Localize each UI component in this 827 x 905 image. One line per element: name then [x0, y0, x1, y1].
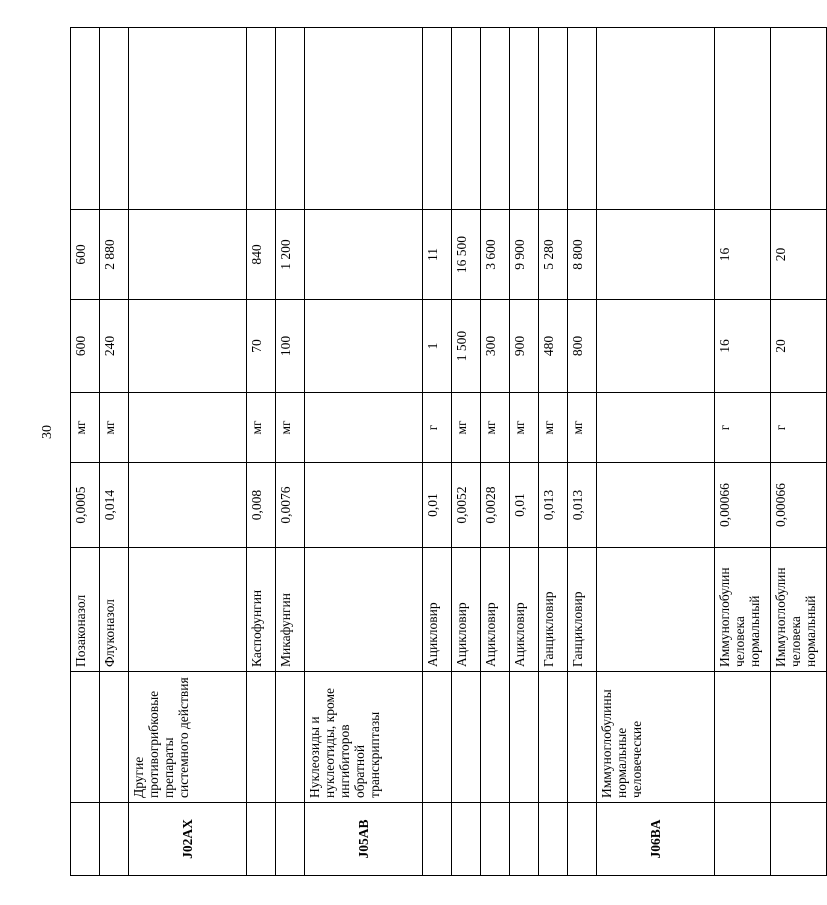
- code-cell: [100, 803, 129, 876]
- code-cell: [71, 803, 100, 876]
- group-cell: [452, 672, 481, 803]
- group-cell: [771, 672, 827, 803]
- total-cell: 840: [247, 210, 276, 300]
- drug-name-cell: Ацикловир: [452, 548, 481, 672]
- unit-cell: мг: [481, 393, 510, 463]
- empty-cell: [129, 28, 247, 210]
- empty-cell: [100, 28, 129, 210]
- code-cell: [568, 803, 597, 876]
- unit-cell: [129, 393, 247, 463]
- empty-cell: [715, 28, 771, 210]
- empty-cell: [510, 28, 539, 210]
- empty-cell: [276, 28, 305, 210]
- group-cell: [539, 672, 568, 803]
- code-cell: [276, 803, 305, 876]
- ddd-cell: [305, 300, 423, 393]
- drug-name-cell: Микафунгин: [276, 548, 305, 672]
- table-row: [305, 28, 423, 876]
- group-cell: [715, 672, 771, 803]
- total-cell: 16: [715, 210, 771, 300]
- empty-cell: [71, 28, 100, 210]
- total-cell: 2 880: [100, 210, 129, 300]
- code-cell: [510, 803, 539, 876]
- group-cell: [481, 672, 510, 803]
- ddd-cell: 600: [71, 300, 100, 393]
- table-row: [129, 28, 247, 876]
- rotated-table-container: [70, 28, 818, 876]
- code-cell: [481, 803, 510, 876]
- drug-name-cell: [305, 548, 423, 672]
- unit-cell: мг: [247, 393, 276, 463]
- ddd-cell: 300: [481, 300, 510, 393]
- drug-name-cell: Каспофунгин: [247, 548, 276, 672]
- table-row: [423, 28, 452, 876]
- code-cell: [452, 803, 481, 876]
- empty-cell: [481, 28, 510, 210]
- total-cell: 9 900: [510, 210, 539, 300]
- code-cell: J05AB: [305, 803, 423, 876]
- group-cell: [276, 672, 305, 803]
- unit-cell: мг: [276, 393, 305, 463]
- table-row: [276, 28, 305, 876]
- ddd-cell: 70: [247, 300, 276, 393]
- table-row: [71, 28, 100, 876]
- coefficient-cell: 0,0076: [276, 463, 305, 548]
- empty-cell: [539, 28, 568, 210]
- total-cell: [597, 210, 715, 300]
- empty-cell: [568, 28, 597, 210]
- empty-cell: [305, 28, 423, 210]
- group-cell: [71, 672, 100, 803]
- coefficient-cell: [129, 463, 247, 548]
- total-cell: 20: [771, 210, 827, 300]
- total-cell: 600: [71, 210, 100, 300]
- empty-cell: [771, 28, 827, 210]
- total-cell: 3 600: [481, 210, 510, 300]
- table-row: [597, 28, 715, 876]
- table-row: [100, 28, 129, 876]
- unit-cell: мг: [510, 393, 539, 463]
- code-cell: [771, 803, 827, 876]
- unit-cell: [597, 393, 715, 463]
- ddd-cell: 1: [423, 300, 452, 393]
- coefficient-cell: 0,013: [539, 463, 568, 548]
- unit-cell: [305, 393, 423, 463]
- coefficient-cell: [305, 463, 423, 548]
- table-row: [247, 28, 276, 876]
- unit-cell: г: [715, 393, 771, 463]
- coefficient-cell: 0,00066: [771, 463, 827, 548]
- empty-cell: [597, 28, 715, 210]
- total-cell: 5 280: [539, 210, 568, 300]
- ddd-cell: 100: [276, 300, 305, 393]
- drug-name-cell: Флуконазол: [100, 548, 129, 672]
- ddd-cell: 800: [568, 300, 597, 393]
- table-row: [481, 28, 510, 876]
- coefficient-cell: 0,00066: [715, 463, 771, 548]
- group-cell: Другие противогрибковые препараты системного действия: [129, 672, 247, 803]
- coefficient-cell: 0,0052: [452, 463, 481, 548]
- total-cell: 11: [423, 210, 452, 300]
- drug-name-cell: Иммуноглобулин человека нормальный: [771, 548, 827, 672]
- total-cell: 1 200: [276, 210, 305, 300]
- ddd-cell: 20: [771, 300, 827, 393]
- total-cell: 8 800: [568, 210, 597, 300]
- unit-cell: мг: [71, 393, 100, 463]
- unit-cell: мг: [568, 393, 597, 463]
- ddd-cell: [129, 300, 247, 393]
- drug-name-cell: Иммуноглобулин человека нормальный: [715, 548, 771, 672]
- coefficient-cell: 0,0028: [481, 463, 510, 548]
- unit-cell: г: [771, 393, 827, 463]
- drug-name-cell: Позаконазол: [71, 548, 100, 672]
- unit-cell: г: [423, 393, 452, 463]
- group-cell: [247, 672, 276, 803]
- empty-cell: [452, 28, 481, 210]
- code-cell: [715, 803, 771, 876]
- drug-name-cell: Ганцикловир: [568, 548, 597, 672]
- coefficient-cell: [597, 463, 715, 548]
- coefficient-cell: 0,013: [568, 463, 597, 548]
- group-cell: Иммуноглобулины нормальные человеческие: [597, 672, 715, 803]
- code-cell: J02AX: [129, 803, 247, 876]
- code-cell: [423, 803, 452, 876]
- ddd-cell: [597, 300, 715, 393]
- drug-name-cell: [597, 548, 715, 672]
- ddd-cell: 900: [510, 300, 539, 393]
- coefficient-cell: 0,01: [510, 463, 539, 548]
- drug-name-cell: Ацикловир: [510, 548, 539, 672]
- page-number: 30: [40, 425, 55, 439]
- empty-cell: [423, 28, 452, 210]
- total-cell: [129, 210, 247, 300]
- coefficient-cell: 0,0005: [71, 463, 100, 548]
- ddd-cell: 1 500: [452, 300, 481, 393]
- unit-cell: мг: [100, 393, 129, 463]
- empty-cell: [247, 28, 276, 210]
- total-cell: 16 500: [452, 210, 481, 300]
- drug-name-cell: Ганцикловир: [539, 548, 568, 672]
- group-cell: [100, 672, 129, 803]
- unit-cell: мг: [539, 393, 568, 463]
- ddd-cell: 480: [539, 300, 568, 393]
- drug-name-cell: Ацикловир: [423, 548, 452, 672]
- coefficient-cell: 0,01: [423, 463, 452, 548]
- group-cell: [423, 672, 452, 803]
- ddd-cell: 240: [100, 300, 129, 393]
- table-row: [452, 28, 481, 876]
- drug-table: [70, 27, 827, 876]
- drug-name-cell: [129, 548, 247, 672]
- drug-name-cell: Ацикловир: [481, 548, 510, 672]
- table-row: [539, 28, 568, 876]
- table-row: [510, 28, 539, 876]
- group-cell: Нуклеозиды и нуклеотиды, кроме ингибиторов обратной транскриптазы: [305, 672, 423, 803]
- code-cell: [247, 803, 276, 876]
- unit-cell: мг: [452, 393, 481, 463]
- group-cell: [568, 672, 597, 803]
- code-cell: [539, 803, 568, 876]
- group-cell: [510, 672, 539, 803]
- coefficient-cell: 0,014: [100, 463, 129, 548]
- table-row: [568, 28, 597, 876]
- code-cell: J06BA: [597, 803, 715, 876]
- table-row: [771, 28, 827, 876]
- total-cell: [305, 210, 423, 300]
- table-row: [715, 28, 771, 876]
- ddd-cell: 16: [715, 300, 771, 393]
- coefficient-cell: 0,008: [247, 463, 276, 548]
